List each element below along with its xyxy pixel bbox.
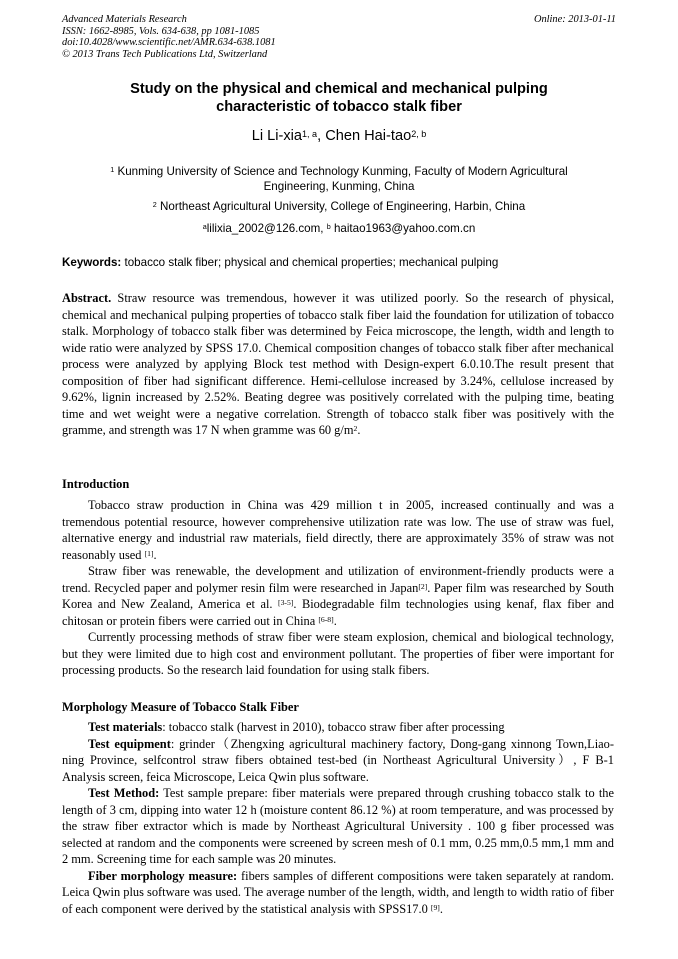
morphology-body: [62, 719, 614, 917]
affiliation-2-number: 2: [152, 200, 157, 210]
title-line-1: Study on the physical and chemical and mechanical pulping: [130, 81, 548, 97]
author-2-affiliation: 2, b: [411, 128, 427, 139]
author-1-affiliation: 1, a: [302, 128, 318, 139]
test-method-label: Test Method:: [88, 786, 160, 800]
introduction-paragraph-3: Currently processing methods of straw fiber were steam explosion, chemical and biological technology, but they were limited due to high cost and environment pollutant. The properties of fiber were important for processing products. So the research laid foundation for using stalk fibers.: [62, 630, 614, 677]
abstract-end: .: [357, 423, 361, 437]
test-materials-label: Test materials: [88, 720, 163, 734]
abstract: [62, 290, 614, 439]
keywords-text: tobacco stalk fiber; physical and chemical properties; mechanical pulping: [121, 256, 499, 269]
copyright-line: © 2013 Trans Tech Publications Ltd, Switzerland: [62, 48, 268, 60]
email-b-marker: b: [326, 222, 331, 232]
author-2: Chen Hai-tao: [325, 128, 412, 144]
affiliation-2: [62, 199, 616, 214]
introduction-paragraph-2: [62, 563, 614, 629]
citation-6-8: [6-8]: [318, 614, 334, 624]
morphology-heading: Morphology Measure of Tobacco Stalk Fiber: [62, 700, 299, 714]
fiber-morphology-text: fibers samples of different compositions were taken separately at random. Leica Qwin plus software was used. The average number of the length, width, and length to width ratio of fiber of each component were derived by the statistical analysis with SPSS17.0: [62, 868, 614, 916]
journal-name: Advanced Materials Research: [62, 14, 187, 25]
fiber-morphology-paragraph: [62, 868, 614, 918]
affiliation-2-text: Northeast Agricultural University, College of Engineering, Harbin, China: [156, 200, 526, 213]
citation-9: [9]: [430, 902, 440, 912]
journal-header: [62, 14, 616, 60]
email-line: [62, 221, 616, 236]
test-equipment-paragraph: [62, 736, 614, 786]
keywords: [62, 255, 616, 270]
introduction-body: [62, 497, 614, 679]
affiliation-1: [62, 164, 616, 194]
author-separator: ,: [317, 128, 326, 144]
abstract-unit-superscript: 2: [353, 424, 358, 434]
introduction-heading: Introduction: [62, 477, 130, 491]
test-equipment-text: : grinder（Zhengxing agricultural machinery factory, Dong-gang xinnong Town,Liao- ning Province, selfcontrol straw fibers obtained test-bed (in Northeast Agricultural University）, F B-1 Analysis screen, feica Microscope, Leica Qwin plus software.: [62, 736, 614, 784]
keywords-label: Keywords:: [62, 256, 122, 269]
email-a: lilixia_2002@126.com,: [206, 222, 327, 235]
email-b: haitao1963@yahoo.com.cn: [330, 222, 476, 235]
issn-line: ISSN: 1662-8985, Vols. 634-638, pp 1081-1085: [62, 25, 260, 37]
introduction-paragraph-2-text-c: . Biodegradable film technologies using kenaf, flax fiber and chitosan or protein fibers were carried out in China: [62, 597, 614, 628]
fiber-morphology-end: .: [439, 901, 443, 916]
test-materials-paragraph: [62, 719, 614, 736]
introduction-paragraph-1: [62, 497, 614, 563]
abstract-text: Straw resource was tremendous, however it was utilized poorly. So the research of physical, chemical and mechanical pulping properties of tobacco stalk fiber laid the foundation for utilization of tobacco stalk. Morphology of tobacco stalk fiber was determined by Feica microscope, the length, width and length to wide ratio were analyzed by SPSS 17.0. Chemical composition changes of tobacco stalk fiber after mechanical process were analyzed by applying Block test method with Design-expert 6.0.10.The result present that composition of fiber had significant difference. Hemi-cellulose increased by 3.24%, cellulose increased by 9.62%, lignin increased by 2.52%. Beating degree was positively correlated with the pulping time, beating time and wet weight were a negative correlation. Strength of tobacco stalk fiber was positively with the gramme, and strength was 17 N when gramme was 60 g/m: [62, 291, 614, 437]
abstract-label: Abstract.: [62, 291, 112, 305]
test-method-paragraph: [62, 785, 614, 868]
affiliation-1-line-2: Engineering, Kunming, China: [263, 180, 415, 193]
citation-1: [1]: [144, 548, 154, 558]
introduction-paragraph-1-end: .: [153, 547, 157, 562]
citation-2: [2]: [418, 581, 428, 591]
citation-3-5: [3-5]: [278, 598, 294, 608]
author-list: [62, 127, 616, 145]
introduction-paragraph-2-end: .: [333, 613, 337, 628]
test-equipment-label: Test equipment: [88, 736, 171, 751]
introduction-paragraph-1-text: Tobacco straw production in China was 429 million t in 2005, increased continually and was a tremendous potential resource, however comprehensive utilization rate was low. The use of straw was fuel, alternative energy and industrial raw materials, field directly, there are approximately 35% of straw was not reasonably used: [62, 498, 614, 562]
test-method-text: Test sample prepare: fiber materials were prepared through crushing tobacco stalk to the length of 3 cm, dipping into water 12 h (moisture content 86.12 %) at room temperature, and was processed by the straw fiber extractor which is made by Northeast Agricultural University . 100 g fiber processed was selected at random and the components were screened by screen mesh of 0.1 mm, 0.25 mm,0.5 mm,1 mm and 2 mm. Screening time for each sample was 20 minutes.: [62, 786, 614, 866]
author-1: Li Li-xia: [251, 128, 302, 144]
online-date: Online: 2013-01-11: [533, 14, 616, 25]
test-materials-text: : tobacco stalk (harvest in 2010), tobacco straw fiber after processing: [162, 720, 505, 734]
email-a-marker: a: [202, 222, 207, 232]
title-line-2: characteristic of tobacco stalk fiber: [216, 99, 462, 115]
affiliation-1-number: 1: [110, 165, 115, 175]
introduction-paragraph-2-text-b: . Paper film was researched by South Korea and New Zealand, America et al.: [62, 580, 614, 611]
introduction-paragraph-2-text-a: Straw fiber was renewable, the development and utilization of environment-friendly products were a trend. Recycled paper and polymer resin film were researched in Japan: [62, 564, 614, 595]
fiber-morphology-label: Fiber morphology measure:: [88, 868, 238, 883]
affiliation-1-line-1: Kunming University of Science and Technology Kunming, Faculty of Modern Agricultural: [114, 165, 568, 178]
doi-line: doi:10.4028/www.scientific.net/AMR.634-638.1081: [62, 37, 276, 49]
paper-title: [62, 80, 616, 116]
